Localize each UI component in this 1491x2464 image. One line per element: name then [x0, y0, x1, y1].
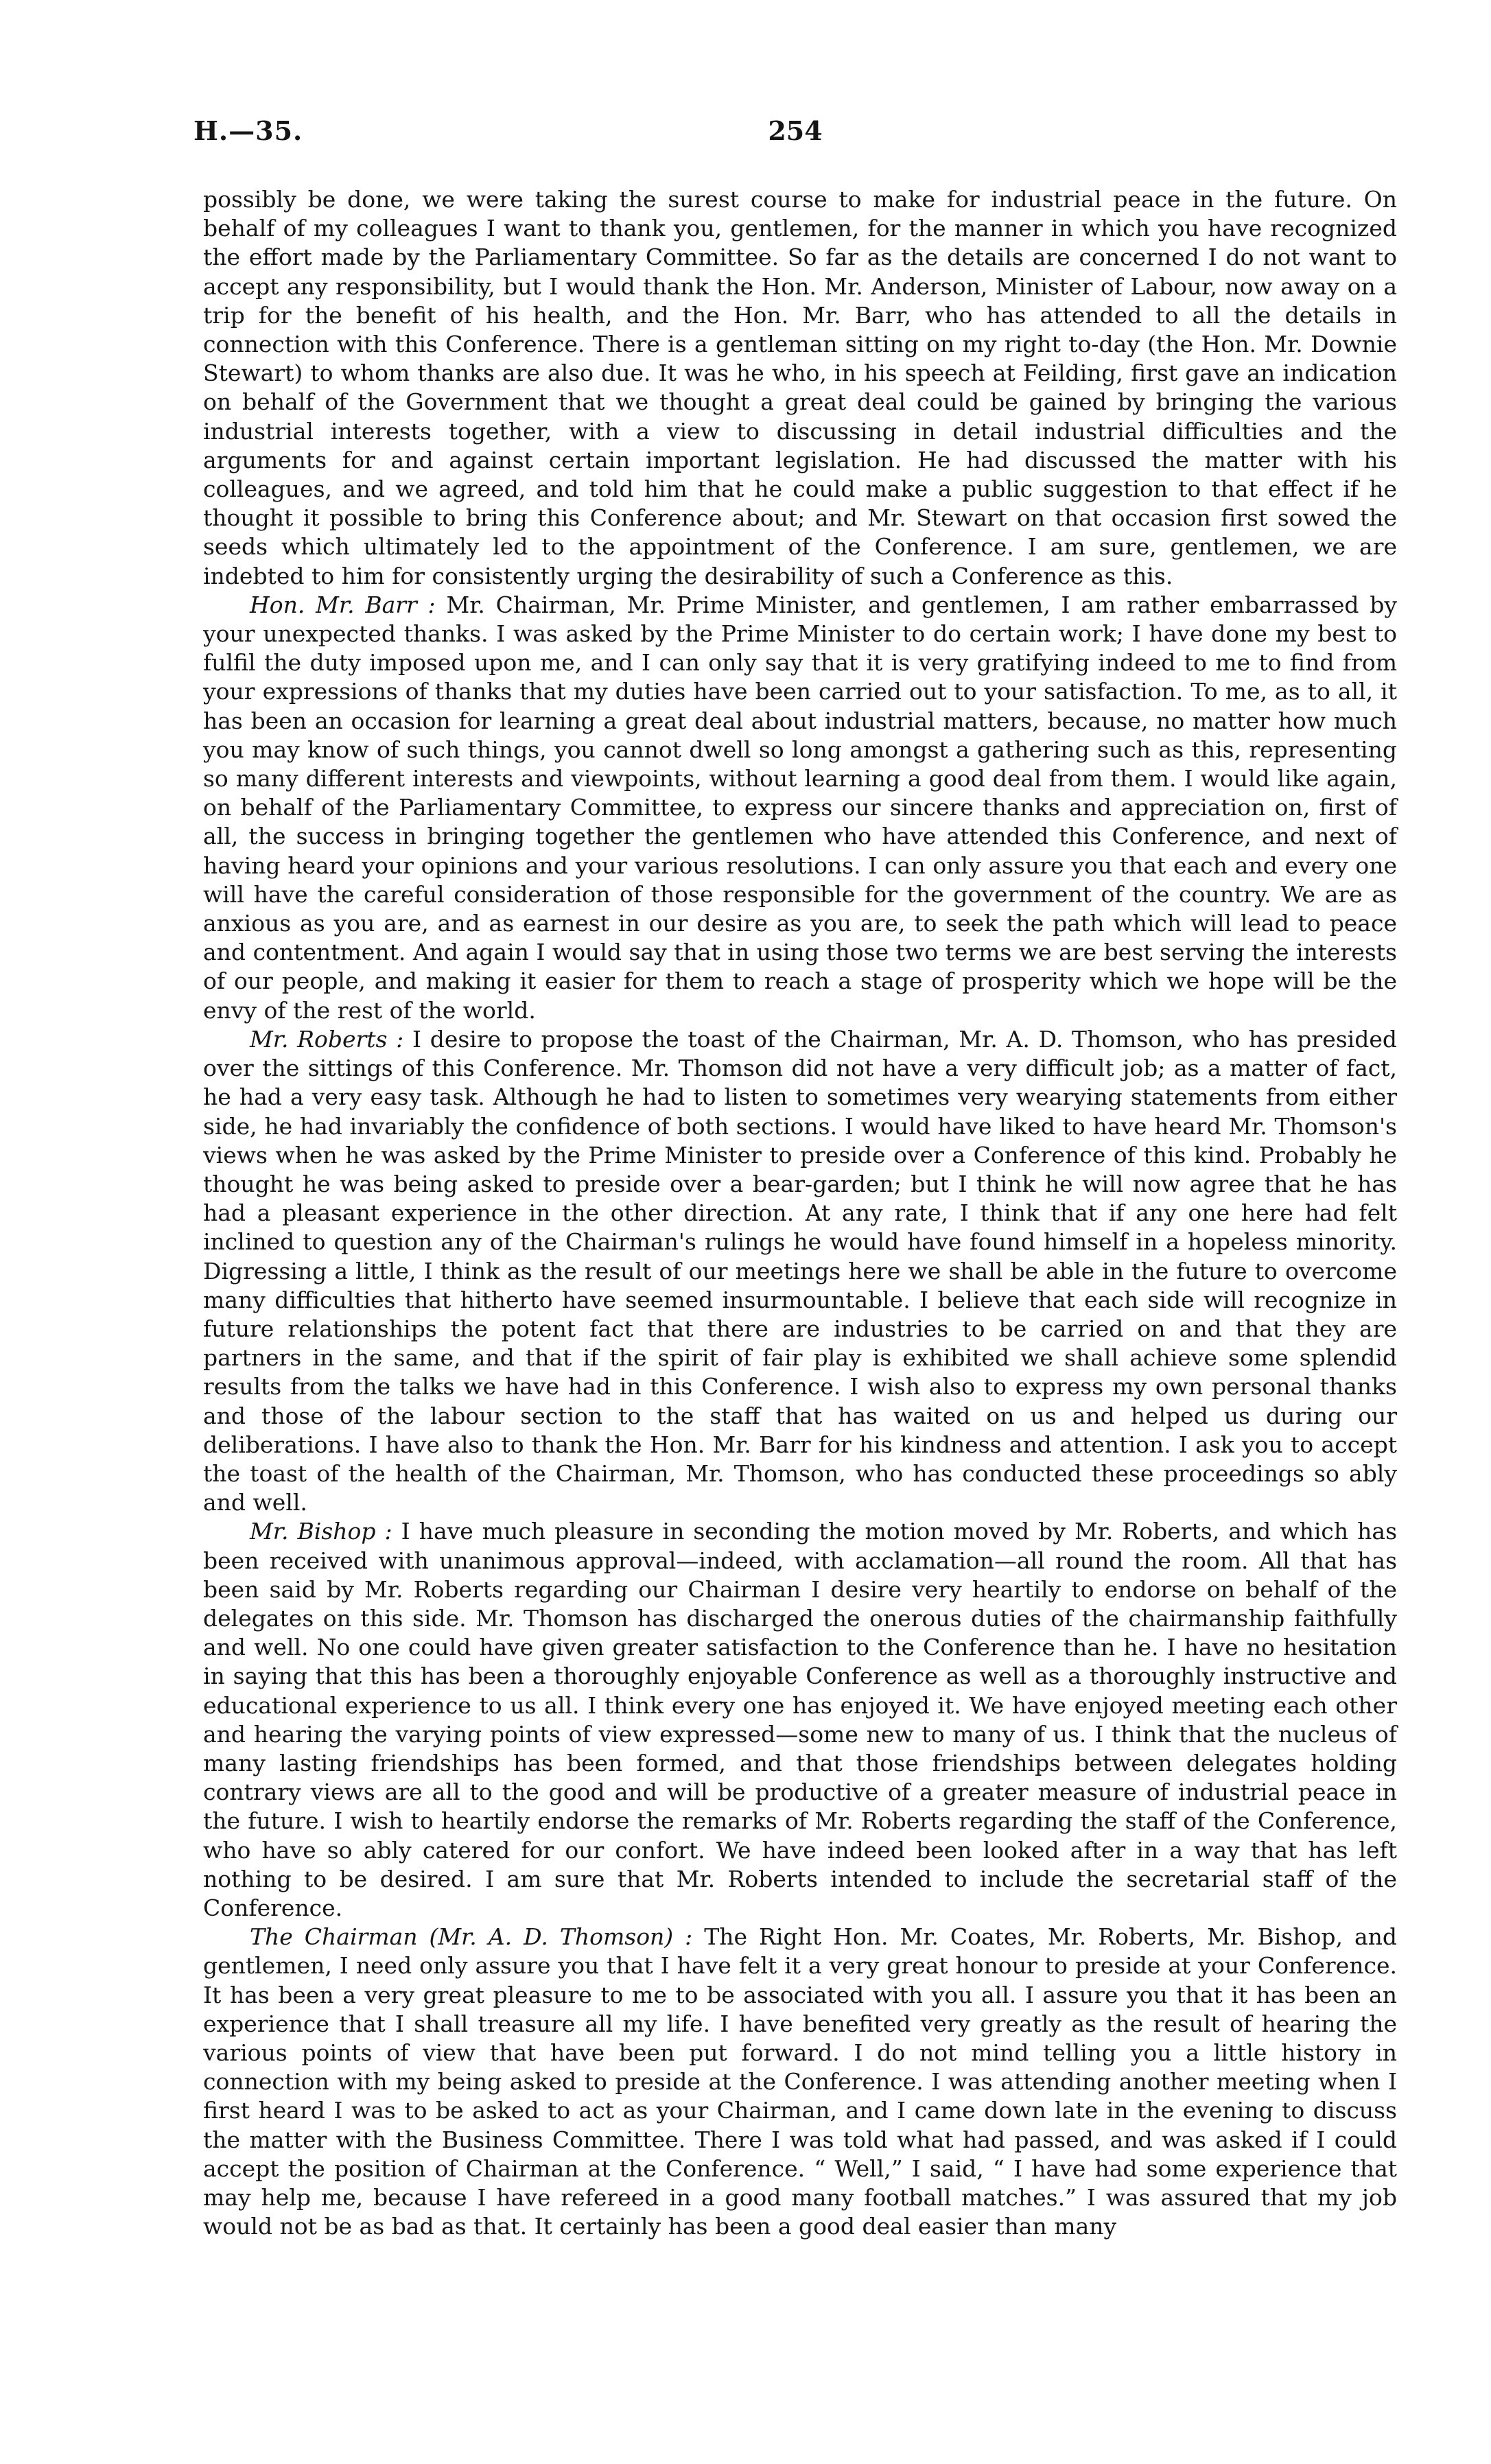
paragraph-text: I have much pleasure in seconding the motion moved by Mr. Roberts, and which has been received with unanimous approval—indeed, with acclamation—all round the room. All that has been said by Mr. Roberts regarding our Chairman I desire very heartily to endorse on behalf of the delegates on this side. Mr. Thomson has discharged the onerous duties of the chairmanship faithfully and well. No one could have given greater satisfaction to the Conference than he. I have no hesitation in saying that this has been a thoroughly enjoyable Conference as well as a thoroughly instructive and educational experience to us all. I think every one has enjoyed it. We have enjoyed meeting each other and hearing the varying points of view expressed—some new to many of us. I think that the nucleus of many lasting friendships has been formed, and that those friendships between delegates holding contrary views are all to the good and will be productive of a greater measure of industrial peace in the future. I wish to heartily endorse the remarks of Mr. Roberts regarding the staff of the Conference, who have so ably catered for our confort. We have indeed been looked after in a way that has left nothing to be desired. I am sure that Mr. Roberts intended to include the secretarial staff of the Conference. — [203, 1518, 1398, 1921]
paragraph-text: I desire to propose the toast of the Chairman, Mr. A. D. Thomson, who has presided over the sittings of this Conference. Mr. Thomson did not have a very difficult job; as a matter of fact, he had a very easy task. Although he had to listen to sometimes very wearying statements from either side, he had invariably the confidence of both sections. I would have liked to have heard Mr. Thomson's views when he was asked by the Prime Minister to preside over a Conference of this kind. Probably he thought he was being asked to preside over a bear-garden; but I think he will now agree that he has had a pleasant experience in the other direction. At any rate, I think that if any one here had felt inclined to question any of the Chairman's rulings he would have found himself in a hopeless minority. Digressing a little, I think as the result of our meetings here we shall be able in the future to overcome many difficulties that hitherto have seemed insurmountable. I believe that each side will recognize in future relationships the potent fact that there are industries to be carried on and that they are partners in the same, and that if the spirit of fair play is exhibited we shall achieve some splendid results from the talks we have had in this Conference. I wish also to express my own personal thanks and those of the labour section to the staff that has waited on us and helped us during our deliberations. I have also to thank the Hon. Mr. Barr for his kindness and attention. I ask you to accept the toast of the health of the Chairman, Mr. Thomson, who has conducted these proceedings so ably and well. — [203, 1025, 1398, 1516]
speaker-name: Hon. Mr. Barr : — [250, 591, 436, 618]
speaker-name: Mr. Roberts : — [250, 1025, 404, 1053]
paragraph-continuation — [203, 185, 1397, 591]
paragraph-text: possibly be done, we were taking the surest course to make for industrial peace in the future. On behalf of my colleagues I want to thank you, gentlemen, for the manner in which you have recognized the effort made by the Parliamentary Committee. So far as the details are concerned I do not want to accept any responsibility, but I would thank the Hon. Mr. Anderson, Minister of Labour, now away on a trip for the benefit of his health, and the Hon. Mr. Barr, who has attended to all the details in connection with this Conference. There is a gentleman sitting on my right to-day (the Hon. Mr. Downie Stewart) to whom thanks are also due. It was he who, in his speech at Feilding, first gave an indication on behalf of the Government that we thought a great deal could be gained by bringing the various industrial interests together, with a view to discussing in detail industrial difficulties and the arguments for and against certain important legislation. He had discussed the matter with his colleagues, and we agreed, and told him that he could make a public suggestion to that effect if he thought it possible to bring this Conference about; and Mr. Stewart on that occasion first sowed the seeds which ultimately led to the appointment of the Conference. I am sure, gentlemen, we are indebted to him for consistently urging the desirability of such a Conference as this. — [203, 186, 1397, 589]
document-reference: H.—35. — [193, 115, 303, 146]
speaker-name: Mr. Bishop : — [250, 1518, 392, 1545]
paragraph-barr — [203, 591, 1397, 1025]
page-body — [203, 185, 1397, 2241]
page-number: 254 — [768, 115, 823, 146]
paragraph-text: The Right Hon. Mr. Coates, Mr. Roberts, Mr. Bishop, and gentlemen, I need only assure you that I have felt it a very great honour to preside at your Conference. It has been a very great pleasure to me to be associated with you all. I assure you that it has been an experience that I shall treasure all my life. I have benefited very greatly as the result of hearing the various points of view that have been put forward. I do not mind telling you a little history in connection with my being asked to preside at the Conference. I was attending another meeting when I first heard I was to be asked to act as your Chairman, and I came down late in the evening to discuss the matter with the Business Committee. There I was told what had passed, and was asked if I could accept the position of Chairman at the Conference. “ Well,” I said, “ I have had some experience that may help me, because I have refereed in a good many football matches.” I was assured that my job would not be as bad as that. It certainly has been a good deal easier than many — [203, 1923, 1397, 2240]
paragraph-chairman — [203, 1923, 1397, 2241]
paragraph-roberts — [203, 1025, 1397, 1517]
paragraph-bishop — [203, 1517, 1397, 1923]
paragraph-text: Mr. Chairman, Mr. Prime Minister, and gentlemen, I am rather embarrassed by your unexpected thanks. I was asked by the Prime Minister to do certain work; I have done my best to fulfil the duty imposed upon me, and I can only say that it is very gratifying indeed to me to find from your expressions of thanks that my duties have been carried out to your satisfaction. To me, as to all, it has been an occasion for learning a great deal about industrial matters, because, no matter how much you may know of such things, you cannot dwell so long amongst a gathering such as this, representing so many different interests and viewpoints, without learning a good deal from them. I would like again, on behalf of the Parliamentary Committee, to express our sincere thanks and appreciation on, first of all, the success in bringing together the gentlemen who have attended this Conference, and next of having heard your opinions and your various resolutions. I can only assure you that each and every one will have the careful consideration of those responsible for the government of the country. We are as anxious as you are, and as earnest in our desire as you are, to seek the path which will lead to peace and contentment. And again I would say that in using those two terms we are best serving the interests of our people, and making it easier for them to reach a stage of prosperity which we hope will be the envy of the rest of the world. — [203, 591, 1397, 1024]
speaker-name: The Chairman (Mr. A. D. Thomson) : — [250, 1923, 693, 1951]
page-header — [193, 115, 1397, 163]
